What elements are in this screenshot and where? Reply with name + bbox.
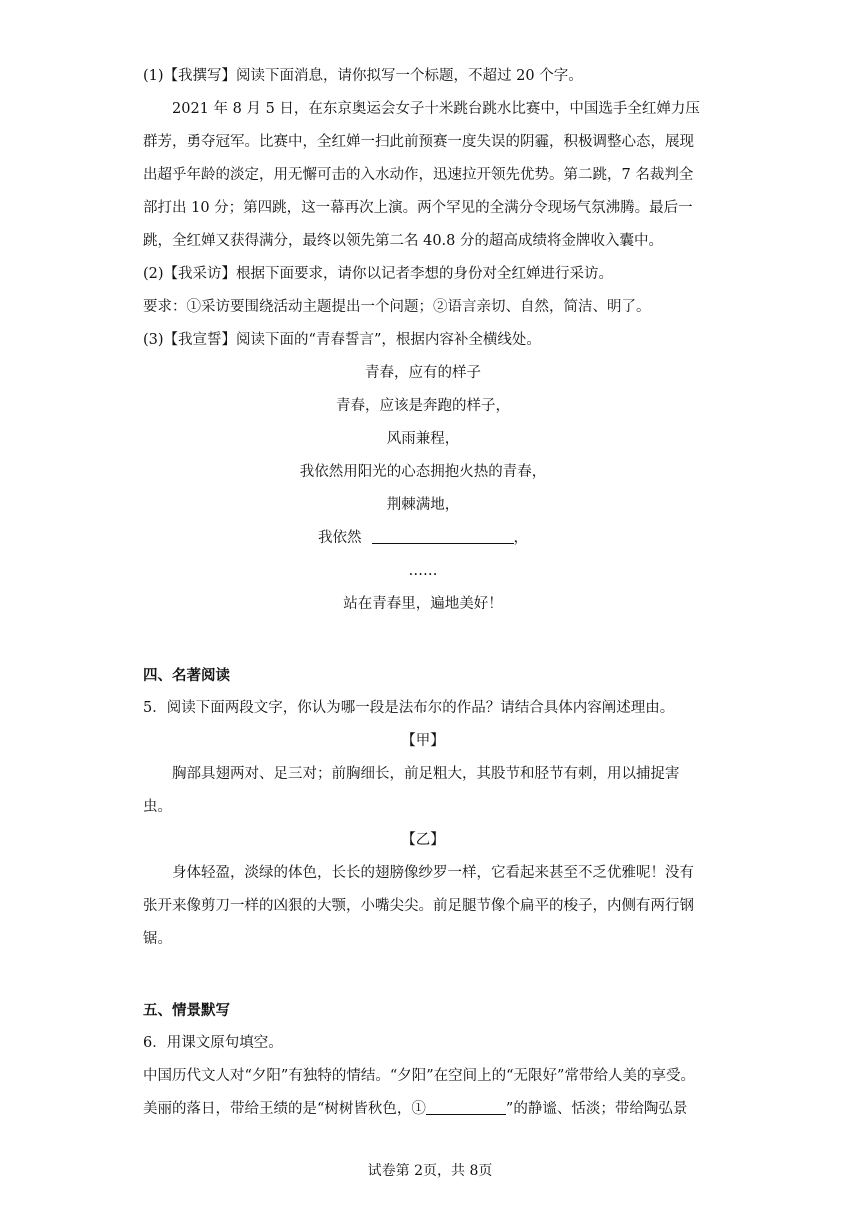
q5-label: 5．阅读下面两段文字，你认为哪一段是法布尔的作品？请结合具体内容阐述理由。 xyxy=(143,700,675,716)
answer-blank[interactable] xyxy=(426,1096,506,1115)
news-paragraph: 2021 年 8 月 5 日，在东京奥运会女子十米跳台跳水比赛中，中国选手全红婵力压群芳，勇夺冠军。比赛中，全红婵一扫此前预赛一度失误的阴霾，积极调整心态，展现出超乎年龄的淡定，用无懈可击的入水动作，迅速拉开领先优势。第二跳，7 名裁判全部打出 10 分；第四跳，这一幕再次上演。两个罕见的全满分令现场气氛沸腾。最后一跳，全红婵又获得满分，最终以领先第二名 40.8 分的超高成绩将金牌收入囊中。 xyxy=(143,101,700,249)
oath-fill-suffix: ， xyxy=(513,530,528,546)
oath-fill-line xyxy=(143,522,703,555)
page-footer: 试卷第 2页，共 8页 xyxy=(367,1163,493,1179)
oath-line: 荆棘满地， xyxy=(386,497,460,513)
oath-fill-prefix: 我依然 xyxy=(318,530,362,546)
passage-yi: 身体轻盈，淡绿的体色，长长的翅膀像纱罗一样，它看起来甚至不乏优雅呢！没有张开来像剪刀一样的凶狠的大颚，小嘴尖尖。前足腿节像个扁平的梭子，内侧有两行钢锯。 xyxy=(143,865,694,947)
section-heading: 五、情景默写 xyxy=(143,1002,230,1019)
oath-line: 青春，应该是奔跑的样子， xyxy=(336,398,510,414)
q6-text xyxy=(143,1060,703,1126)
q6-label: 6．用课文原句填空。 xyxy=(143,1035,283,1051)
oath-line: 我依然用阳光的心态拥抱火热的青春， xyxy=(299,464,547,480)
answer-blank[interactable] xyxy=(372,525,514,544)
oath-title: 青春，应有的样子 xyxy=(365,365,481,381)
passage-jia: 胸部具翅两对、足三对；前胸细长，前足粗大，其股节和胫节有刺，用以捕捉害虫。 xyxy=(143,766,680,815)
passage-label-jia: 【甲】 xyxy=(401,733,445,749)
q2-label: (2)【我采访】根据下面要求，请你以记者李想的身份对全红婵进行采访。 xyxy=(143,266,614,282)
q2-requirement: 要求：①采访要围绕活动主题提出一个问题；②语言亲切、自然，简洁、明了。 xyxy=(143,299,651,315)
q1-label: (1)【我撰写】阅读下面消息，请你拟写一个标题，不超过 20 个字。 xyxy=(143,68,583,84)
q6-text-b: ”的静谧、恬淡；带给陶弘景 xyxy=(505,1101,688,1117)
q6-text-a: 中国历代文人对“夕阳”有独特的情结。“夕阳”在空间上的“无限好”常带给人美的享受。美丽的落日，带给王绩的是“树树皆秋色，① xyxy=(143,1068,695,1117)
oath-ellipsis: …… xyxy=(408,563,438,579)
oath-line: 风雨兼程， xyxy=(386,431,460,447)
page-content xyxy=(143,60,703,1126)
passage-label-yi: 【乙】 xyxy=(401,832,445,848)
oath-line: 站在青春里，遍地美好！ xyxy=(343,596,503,612)
youth-oath xyxy=(143,357,703,621)
section-heading: 四、名著阅读 xyxy=(143,667,230,684)
q3-label: (3)【我宣誓】阅读下面的“青春誓言”，根据内容补全横线处。 xyxy=(143,332,541,348)
